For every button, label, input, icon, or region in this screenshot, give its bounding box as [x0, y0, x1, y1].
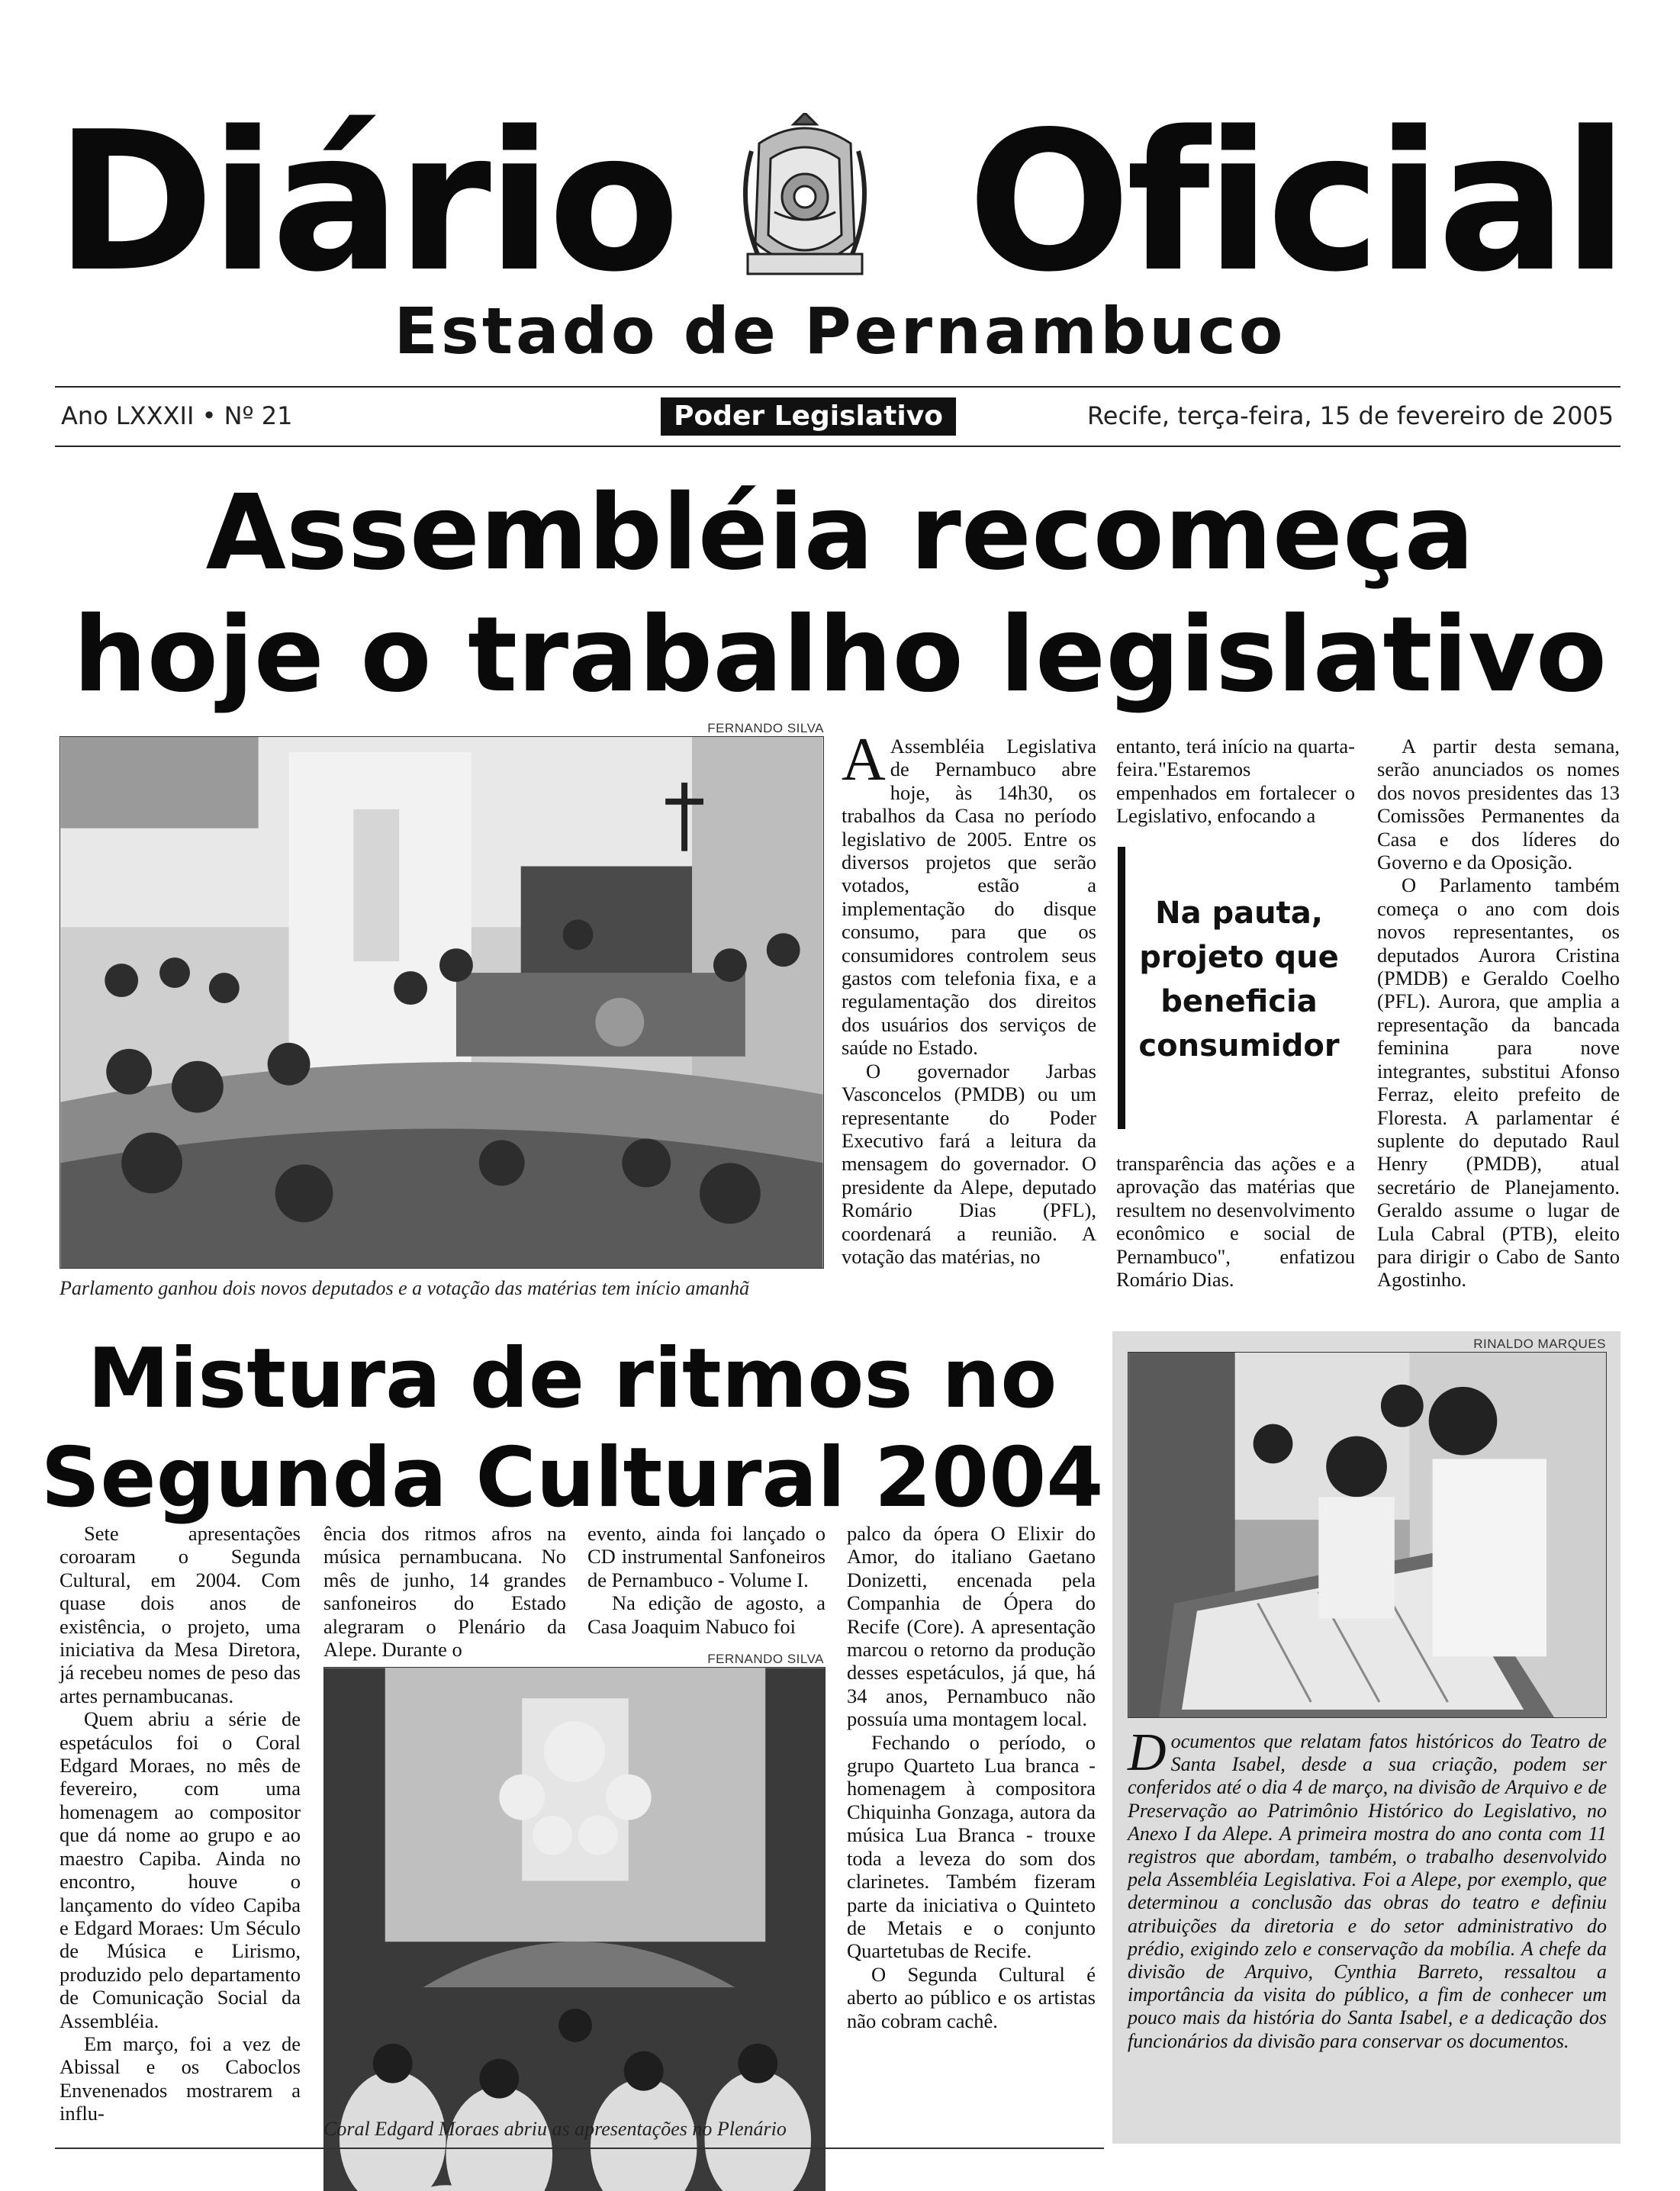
pernambuco-coat-of-arms-icon [729, 113, 881, 296]
photo-credit: FERNANDO SILVA [707, 721, 824, 735]
date-line: Recife, terça-feira, 15 de fevereiro de 2005 [1087, 401, 1614, 430]
second-paragraph-1: Sete apresentações coroaram o Segunda Cultural, em 2004. Com quase dois anos de existência, o projeto, uma iniciativa da Mesa Diretora, já recebeu nomes de peso das artes pernambucanas. [60, 1522, 301, 1707]
dropcap: A [842, 726, 886, 793]
choir-photo-caption: Coral Edgard Moraes abriu as apresentações no Plenário [323, 2118, 787, 2140]
second-column-3 [587, 1522, 826, 1638]
lead-headline-line1: Assembléia recomeça [205, 473, 1475, 594]
lead-column-2-bottom [1116, 1152, 1355, 1291]
lead-paragraph-1: Assembléia Legislativa de Pernambuco abre hoje, às 14h30, os trabalhos da Casa no período legislativo de 2005. Entre os diversos projetos que serão votados, estão a implementação do disque consumo, para que os consumidores controlem seus gastos com telefonia fixa, e a regulamentação dos direitos dos usuários dos serviços de saúde no Estado. [842, 735, 1096, 1060]
lead-paragraph-6: O Parlamento também começa o ano com dois novos representantes, os deputados Aurora Cristina (PMDB) e Geraldo Coelho (PFL). Aurora, que amplia a representação da bancada feminina para nove integrantes, substitui Afonso Ferraz, eleito prefeito de Floresta. A parlamentar é suplente do deputado Raul Henry (PMDB), atual secretário de Planejamento. Geraldo assume o lugar de Lula Cabral (PTB), eleito para dirigir o Cabo de Santo Agostinho. [1377, 874, 1620, 1292]
masthead-subtitle: Estado de Pernambuco [394, 294, 1286, 368]
lead-column-1 [842, 726, 1096, 1268]
photo-credit: RINALDO MARQUES [1473, 1337, 1606, 1351]
lead-headline-line2: hoje o trabalho legislativo [72, 595, 1608, 716]
second-paragraph-6: Na edição de agosto, a Casa Joaquim Nabuco foi [587, 1591, 826, 1638]
pull-quote: Na pauta, projeto que beneficia consumidor [1118, 847, 1347, 1129]
second-column-2 [323, 1522, 566, 1661]
second-paragraph-3: Em março, foi a vez de Abissal e os Caboclos Envenenados mostrarem a influ- [60, 2032, 301, 2125]
lead-paragraph-2: O governador Jarbas Vasconcelos (PMDB) ou um representante do Poder Executivo fará a leitura da mensagem do governador. O presidente da Alepe, deputado Romário Dias (PFL), coordenará a reunião. A votação das matérias, no [842, 1059, 1096, 1268]
masthead-title-left: Diário [55, 91, 676, 314]
documents-text [1128, 1723, 1607, 2053]
plenary-photo [60, 736, 824, 1269]
choir-photo [323, 1667, 826, 2191]
second-paragraph-4: ência dos ritmos afros na música pernambucana. No mês de junho, 14 grandes sanfoneiros do Estado alegraram o Plenário da Alepe. Durante o [323, 1522, 566, 1662]
second-column-1 [60, 1522, 301, 2125]
section-badge: Poder Legislativo [661, 397, 956, 436]
info-rule [55, 446, 1620, 447]
lead-paragraph-3: entanto, terá início na quarta-feira."Estaremos empenhados em fortalecer o Legislativo, enfocando a [1116, 735, 1355, 828]
edition-number: Ano LXXXII • Nº 21 [61, 401, 293, 430]
lead-paragraph-5: A partir desta semana, serão anunciados os nomes dos novos presidentes das 13 Comissões Permanentes da Casa e dos líderes do Governo e da Oposição. [1377, 735, 1620, 874]
dropcap: D [1128, 1723, 1167, 1782]
lead-column-3 [1377, 735, 1620, 1292]
lead-photo-caption: Parlamento ganhou dois novos deputados e a votação das matérias tem início amanhã [60, 1277, 750, 1299]
archive-photo [1128, 1352, 1607, 1718]
bottom-rule [55, 2148, 1104, 2149]
second-column-4 [847, 1522, 1096, 2032]
photo-credit: FERNANDO SILVA [707, 1652, 824, 1666]
second-paragraph-5: evento, ainda foi lançado o CD instrumental Sanfoneiros de Pernambuco - Volume I. [587, 1522, 826, 1591]
lead-paragraph-4: transparência das ações e a aprovação das matérias que resultem no desenvolvimento econômico e social de Pernambuco", enfatizou Romário Dias. [1116, 1152, 1355, 1292]
second-headline-line1: Mistura de ritmos no [87, 1331, 1057, 1427]
second-paragraph-9: O Segunda Cultural é aberto ao público e os artistas não cobram cachê. [847, 1962, 1096, 2032]
second-headline-line2: Segunda Cultural 2004 [40, 1430, 1104, 1526]
second-paragraph-7: palco da ópera O Elixir do Amor, do italiano Gaetano Donizetti, encenada pela Companhia de Ópera do Recife (Core). A apresentação marcou o retorno da produção desses espetáculos, já que, há 34 anos, Pernambuco não possuía uma montagem local. [847, 1522, 1096, 1731]
second-paragraph-2: Quem abriu a série de espetáculos foi o Coral Edgard Moraes, no mês de fevereiro, com uma homenagem ao compositor que dá nome ao grupo e ao maestro Capiba. Ainda no encontro, houve o lançamento do vídeo Capiba e Edgard Moraes: Um Século de Música e Lirismo, produzido pelo departamento de Comunicação Social da Assembléia. [60, 1707, 301, 2032]
top-rule [55, 386, 1620, 388]
masthead-title-right: Oficial [967, 91, 1624, 314]
documents-paragraph: ocumentos que relatam fatos históricos do Teatro de Santa Isabel, desde a sua criação, podem ser conferidos até o dia 4 de março, na divisão de Arquivo e de Preservação ao Patrimônio Histórico do Legislativo, no Anexo I da Alepe. A primeira mostra do ano conta com 11 registros que abordam, também, o trabalho desenvolvido pela Assembléia Legislativa. Foi a Alepe, por exemplo, que determinou a conclusão das obras do teatro e definiu atribuições da diretoria e do setor administrativo do prédio, exigindo zelo e conservação da mobília. A chefe da divisão de Arquivo, Cynthia Barreto, ressaltou a importância da visita do público, a fim de conhecer um pouco mais da história do Santa Isabel, e a dedicação dos funcionários da divisão para conservar os documentos. [1128, 1730, 1607, 2052]
lead-column-2-top [1116, 735, 1355, 828]
second-paragraph-8: Fechando o período, o grupo Quarteto Lua branca - homenagem à compositora Chiquinha Gonzaga, autora da música Lua Branca - trouxe toda a leveza do som dos clarinetes. Também fizeram parte da iniciativa o Quinteto de Metais e o conjunto Quartetubas de Recife. [847, 1730, 1096, 1963]
